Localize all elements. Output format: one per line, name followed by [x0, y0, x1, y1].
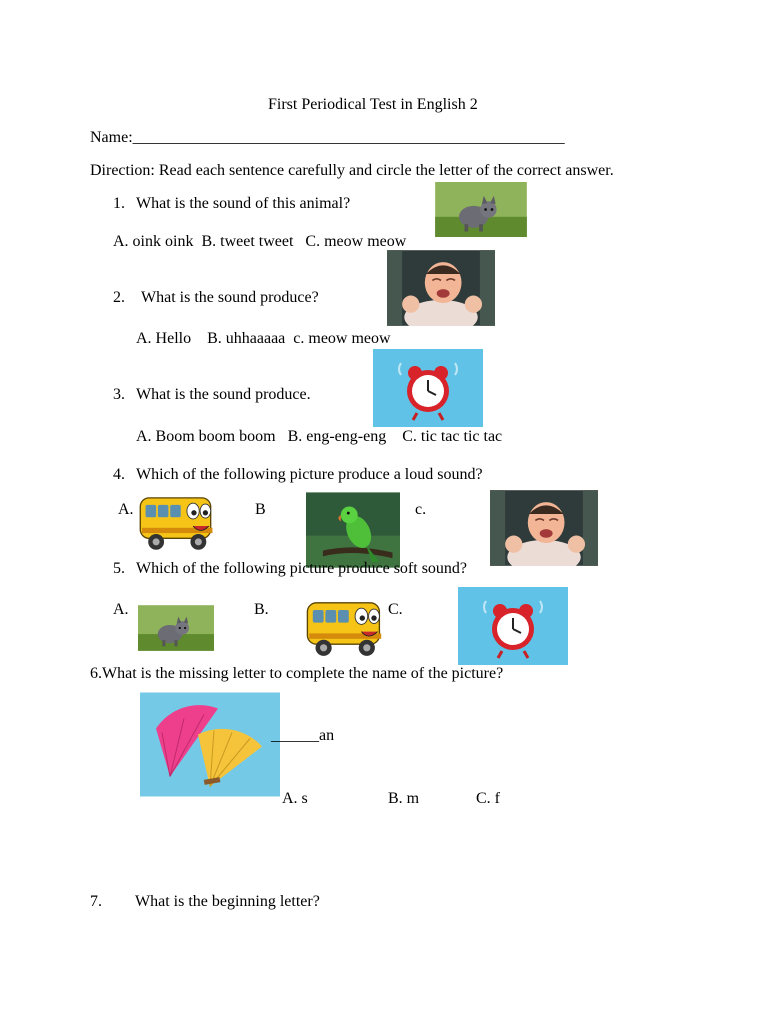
q2-choices: A. Hello B. uhhaaaaa c. meow meow — [136, 330, 391, 347]
alarm-clock-picture — [373, 349, 483, 427]
q6-choice-a: A. s — [282, 790, 308, 807]
alarm-clock-picture — [458, 587, 568, 665]
direction-text: Direction: Read each sentence carefully and circle the letter of the correct answer. — [90, 162, 614, 179]
q6-text: 6.What is the missing letter to complete the name of the picture? — [90, 665, 504, 682]
page-title: First Periodical Test in English 2 — [268, 96, 478, 113]
q5-option-b-letter: B. — [254, 601, 269, 618]
name-line: Name:______________________________________________________ — [90, 129, 565, 146]
q7-text: What is the beginning letter? — [135, 893, 320, 910]
q4-option-c-letter: c. — [415, 501, 427, 518]
q2-text: What is the sound produce? — [141, 289, 319, 306]
q4-number: 4. — [113, 466, 125, 483]
parrot-photo — [306, 492, 400, 568]
q1-text: What is the sound of this animal? — [136, 195, 351, 212]
q3-number: 3. — [113, 386, 125, 403]
q1-choices: A. oink oink B. tweet tweet C. meow meow — [113, 233, 407, 250]
kitten-photo — [138, 593, 214, 663]
q2-number: 2. — [113, 289, 125, 306]
q4-text: Which of the following picture produce a loud sound? — [136, 466, 483, 483]
q4-option-b-letter: B — [255, 501, 266, 518]
q5-option-c-letter: C. — [388, 601, 403, 618]
q5-number: 5. — [113, 560, 125, 577]
crying-baby-photo — [490, 490, 598, 566]
q3-text: What is the sound produce. — [136, 386, 311, 403]
q7-number: 7. — [90, 893, 102, 910]
q1-number: 1. — [113, 195, 125, 212]
q6-choice-c: C. f — [476, 790, 500, 807]
q4-option-a-letter: A. — [118, 501, 134, 518]
q5-option-a-letter: A. — [113, 601, 129, 618]
crying-baby-photo — [387, 250, 495, 326]
hand-fans-photo — [140, 692, 280, 797]
q5-text: Which of the following picture produce soft sound? — [136, 560, 468, 577]
kitten-photo — [426, 182, 536, 237]
school-bus-cartoon — [302, 590, 392, 666]
q6-choice-b: B. m — [388, 790, 420, 807]
q6-blank: ______an — [271, 727, 335, 744]
q3-choices: A. Boom boom boom B. eng-eng-eng C. tic tac tic tac — [136, 428, 503, 445]
school-bus-cartoon — [135, 485, 223, 560]
